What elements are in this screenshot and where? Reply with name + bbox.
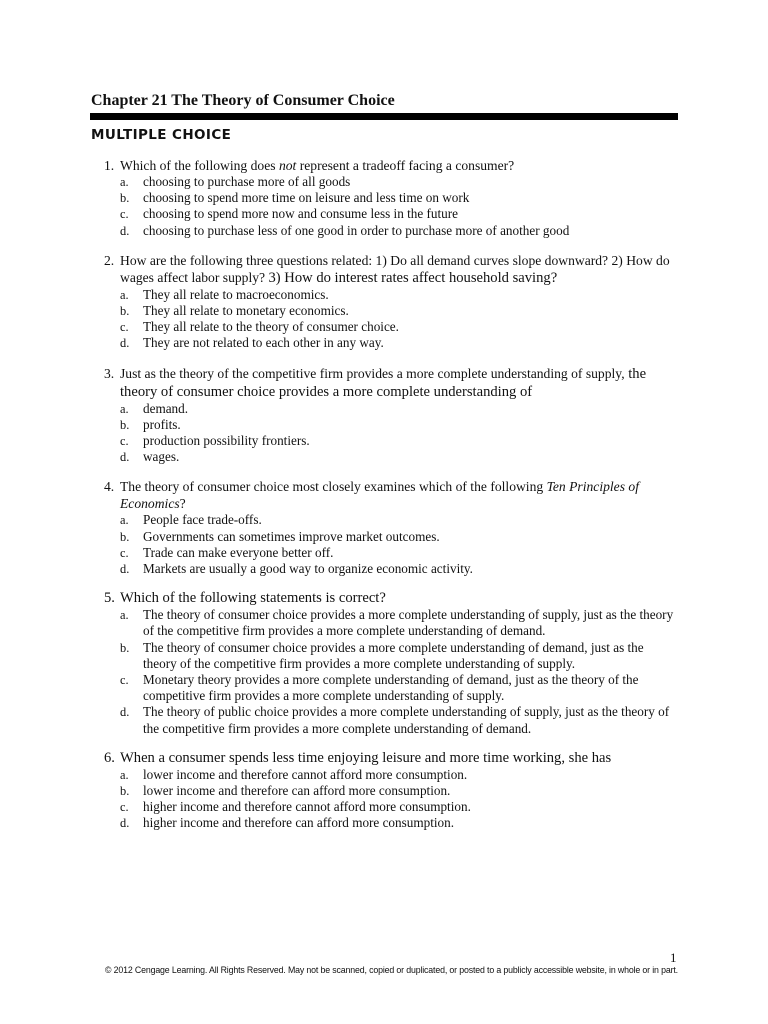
option-list [104, 767, 674, 832]
option-a [104, 287, 674, 303]
option-b [104, 783, 674, 799]
option-text: They all relate to monetary economics. [143, 303, 349, 319]
stem-text: represent a tradeoff facing a consumer? [296, 158, 515, 173]
option-c [104, 545, 674, 561]
option-letter: d. [120, 816, 130, 831]
stem-text: Which of the following statements is correct? [120, 590, 386, 607]
stem-text: The theory of consumer choice most closely examines which of the following [120, 479, 547, 495]
option-text: They all relate to the theory of consumer choice. [143, 319, 399, 335]
option-b [104, 529, 674, 545]
option-text: Markets are usually a good way to organize economic activity. [143, 561, 473, 577]
option-text: production possibility frontiers. [143, 433, 310, 449]
option-text: choosing to spend more now and consume less in the future [143, 206, 458, 222]
option-text: The theory of consumer choice provides a more complete understanding of demand, just as the theory of the competitive firm provides a more complete understanding of supply. [143, 639, 644, 671]
chapter-title: Chapter 21 The Theory of Consumer Choice [91, 92, 395, 109]
option-letter: d. [120, 223, 130, 238]
option-a [104, 401, 674, 417]
option-b [104, 303, 674, 319]
option-b [104, 640, 674, 672]
stem-text: ? [179, 496, 186, 512]
option-letter: a. [120, 608, 129, 623]
option-letter: c. [120, 545, 129, 560]
option-text: Monetary theory provides a more complete understanding of demand, just as the theory of the competitive firm provides a more complete understanding of supply. [143, 672, 639, 704]
option-c [104, 433, 674, 449]
option-b [104, 190, 674, 206]
option-letter: d. [120, 562, 130, 577]
question-6 [104, 750, 674, 832]
question-number: 5. [104, 590, 115, 607]
option-d [104, 449, 674, 465]
option-d [104, 561, 674, 577]
option-c [104, 206, 674, 222]
question-list [104, 157, 674, 845]
stem-text: How are the following three questions related: 1) Do all demand curves slope downward? 2) How do wages affect labor supply? [120, 252, 670, 285]
option-text: lower income and therefore cannot afford more consumption. [143, 766, 468, 782]
option-letter: c. [120, 320, 129, 335]
question-number: 1. [104, 158, 115, 173]
option-letter: a. [120, 767, 129, 782]
option-text: The theory of public choice provides a more complete understanding of supply, just as the theory of the competitive firm provides a more complete understanding of demand. [143, 704, 670, 736]
question-number: 3. [104, 365, 115, 381]
option-letter: a. [120, 287, 129, 302]
option-text: wages. [143, 449, 180, 465]
question-stem [104, 750, 674, 767]
option-letter: c. [120, 207, 129, 222]
option-text: choosing to spend more time on leisure and less time on work [143, 190, 470, 206]
question-5 [104, 590, 674, 737]
option-text: choosing to purchase more of all goods [143, 174, 351, 189]
stem-emphasis: not [278, 158, 297, 173]
option-list [104, 607, 674, 737]
section-heading: MULTIPLE CHOICE [91, 127, 232, 143]
option-letter: b. [120, 640, 130, 655]
question-stem [104, 365, 674, 401]
option-text: The theory of consumer choice provides a more complete understanding of supply, just as the theory of the competitive firm provides a more complete understanding of demand. [143, 607, 674, 639]
option-text: profits. [143, 416, 181, 432]
question-stem [104, 478, 674, 512]
option-d [104, 704, 674, 736]
option-d [104, 335, 674, 351]
page-number: 1 [670, 950, 677, 965]
stem-text: Just as the theory of the competitive firm provides a more complete understanding of supply, [120, 365, 625, 381]
option-d [104, 815, 674, 831]
option-letter: a. [120, 401, 129, 416]
option-text: Governments can sometimes improve market outcomes. [143, 528, 440, 544]
option-letter: c. [120, 434, 129, 449]
question-stem [104, 590, 674, 607]
option-list [104, 401, 674, 466]
option-text: higher income and therefore cannot afford more consumption. [143, 799, 471, 815]
option-d [104, 223, 674, 239]
option-a [104, 512, 674, 528]
question-number: 4. [104, 479, 115, 495]
option-c [104, 672, 674, 704]
question-number: 2. [104, 252, 115, 268]
option-letter: c. [120, 673, 129, 688]
stem-text: 3) How do interest rates affect household saving? [268, 269, 558, 286]
question-1 [104, 157, 674, 239]
option-text: higher income and therefore can afford more consumption. [143, 815, 455, 831]
option-list [104, 287, 674, 352]
option-a [104, 174, 674, 190]
option-b [104, 417, 674, 433]
copyright-footer: © 2012 Cengage Learning. All Rights Reserved. May not be scanned, copied or duplicated, or posted to a publicly accessible website, in whole or in part. [105, 965, 678, 975]
option-text: People face trade-offs. [143, 512, 262, 528]
question-stem [104, 157, 674, 174]
option-a [104, 607, 674, 639]
option-text: They are not related to each other in any way. [143, 335, 384, 351]
question-4 [104, 478, 674, 577]
option-letter: b. [120, 784, 130, 799]
option-text: Trade can make everyone better off. [143, 544, 334, 560]
option-a [104, 767, 674, 783]
option-letter: a. [120, 175, 129, 189]
stem-text: When a consumer spends less time enjoying leisure and more time working, she has [120, 749, 612, 766]
stem-emphasis: Ten Principles of Economics [120, 479, 639, 512]
option-letter: b. [120, 304, 130, 319]
option-letter: b. [120, 417, 130, 432]
title-rule [90, 113, 678, 120]
option-text: lower income and therefore can afford more consumption. [143, 783, 451, 799]
question-2 [104, 252, 674, 352]
stem-text: Which of the following does [120, 158, 279, 173]
option-list [104, 174, 674, 239]
question-3 [104, 365, 674, 466]
option-list [104, 512, 674, 577]
option-letter: a. [120, 513, 129, 528]
option-text: They all relate to macroeconomics. [143, 286, 329, 302]
option-letter: b. [120, 529, 130, 544]
option-letter: c. [120, 800, 129, 815]
question-stem [104, 252, 674, 287]
question-number: 6. [104, 749, 115, 766]
option-c [104, 319, 674, 335]
option-text: demand. [143, 400, 189, 416]
stem-text: the theory of consumer choice provides a more complete understanding of [120, 365, 647, 400]
option-text: choosing to purchase less of one good in order to purchase more of another good [143, 222, 570, 238]
option-c [104, 799, 674, 815]
option-letter: d. [120, 450, 130, 465]
option-letter: b. [120, 191, 130, 206]
option-letter: d. [120, 336, 130, 351]
option-letter: d. [120, 705, 130, 720]
